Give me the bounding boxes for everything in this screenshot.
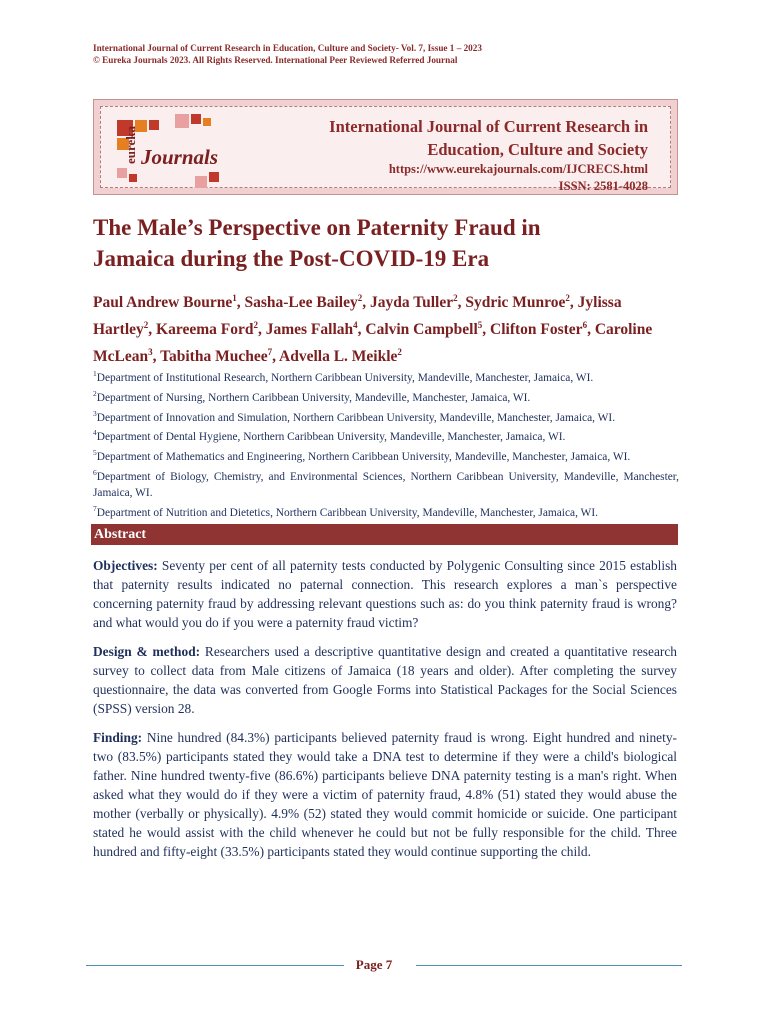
author-separator: ,	[457, 294, 466, 312]
author-name: Sasha-Lee Bailey	[244, 294, 358, 312]
author-affiliation-mark: 2	[253, 320, 258, 331]
journal-issn: ISSN: 2581-4028	[558, 179, 648, 193]
author-affiliation-mark: 2	[453, 293, 458, 303]
author-name: Sydric Munroe	[465, 294, 566, 312]
author-affiliation-mark: 2	[357, 293, 363, 303]
logo-text-top: eureka	[123, 125, 138, 164]
author-affiliation-mark: 6	[582, 320, 588, 331]
affiliation-number: 2	[93, 388, 97, 398]
affiliation-item	[93, 406, 679, 426]
logo-text-main: Journals	[141, 145, 219, 169]
journal-url-link[interactable]: https://www.eurekajournals.com/IJCRECS.html	[388, 162, 648, 176]
footer-rule-right	[416, 965, 682, 966]
journal-name-line-1: International Journal of Current Research in	[329, 117, 648, 136]
affiliation-item	[93, 425, 679, 445]
abstract-paragraph	[93, 642, 677, 718]
affiliation-text: Department of Dental Hygiene, Northern Caribbean University, Mandeville, Manchester, Jamaica, WI.	[96, 431, 566, 444]
abstract-section-text: Seventy per cent of all paternity tests conducted by Polygenic Consulting since 2015 establish that paternity results indicated no paternal connection. This research explores a man`s perspective concerning paternity fraud by addressing relevant questions such as: do you think paternity fraud is wrong? and what would you do if you were a paternity fraud victim?	[93, 558, 677, 630]
author-name: Calvin Campbell	[365, 321, 478, 339]
abstract-paragraph	[93, 556, 677, 632]
running-head	[93, 42, 693, 66]
abstract-heading: Abstract	[91, 524, 678, 545]
author-name: Jylissa Hartley	[93, 294, 622, 339]
journal-name-line-2: Education, Culture and Society	[427, 140, 648, 159]
affiliation-text: Department of Nursing, Northern Caribbean University, Mandeville, Manchester, Jamaica, WI.	[96, 391, 531, 404]
affiliation-text: Department of Biology, Chemistry, and Environmental Sciences, Northern Caribbean University, Mandeville, Manchester, Jamaica, WI.	[93, 470, 679, 499]
author-separator: ,	[587, 321, 595, 339]
affiliation-text: Department of Nutrition and Dietetics, Northern Caribbean University, Mandeville, Manchester, Jamaica, WI.	[96, 506, 598, 519]
paper-title-line-1: The Male’s Perspective on Paternity Fraud in	[93, 215, 541, 240]
author-name: James Fallah	[265, 321, 354, 339]
author-affiliation-mark: 1	[232, 293, 237, 303]
author-affiliation-mark: 3	[148, 347, 153, 358]
abstract-section-text: Researchers used a descriptive quantitative design and created a quantitative research survey to collect data from Male citizens of Jamaica (18 years and older). After completing the survey questionnaire, the data was converted from Google Forms into Statistical Packages for the Social Sciences (SPSS) version 28.	[93, 644, 678, 716]
author-separator: ,	[148, 321, 157, 339]
author-separator: ,	[482, 321, 491, 339]
author-affiliation-mark: 4	[353, 320, 358, 331]
author-separator: ,	[152, 348, 161, 366]
abstract-section-label: Design & method:	[93, 644, 201, 659]
author-list	[93, 287, 683, 368]
author-name: Kareema Ford	[156, 321, 254, 339]
affiliation-number: 6	[93, 467, 97, 477]
abstract-section-text: Nine hundred (84.3%) participants believed paternity fraud is wrong. Eight hundred and ninety-two (83.5%) participants stated they would take a DNA test to determine if they were a child's biological father. Nine hundred twenty-five (86.6%) participants believe DNA paternity testing is a man's right. When asked what they would do if they were a victim of paternity fraud, 4.8% (51) stated they would abuse the mother (verbally or physically). 4.9% (52) stated they would commit homicide or suicide. One participant stated he would assist with the child whenever he could but not be fully responsible for the child. Three hundred and fifty-eight (33.5%) participants stated they would continue supporting the child.	[93, 730, 677, 859]
author-separator: ,	[257, 321, 266, 339]
affiliation-number: 1	[93, 369, 97, 378]
affiliation-number: 7	[93, 503, 97, 513]
journal-info	[329, 115, 648, 195]
page-number: Page 7	[355, 957, 393, 972]
affiliation-number: 4	[93, 428, 97, 438]
author-affiliation-mark: 2	[397, 347, 402, 358]
affiliation-item	[93, 501, 679, 521]
abstract-paragraph	[93, 728, 677, 861]
author-separator: ,	[357, 321, 366, 339]
author-separator: ,	[362, 294, 370, 312]
author-name: Clifton Foster	[490, 321, 583, 339]
affiliation-number: 3	[93, 408, 97, 418]
affiliation-list	[93, 366, 679, 521]
author-name: Advella L. Meikle	[279, 348, 398, 366]
affiliation-text: Department of Mathematics and Engineering, Northern Caribbean University, Mandeville, Manchester, Jamaica, WI.	[96, 450, 631, 463]
affiliation-text: Department of Innovation and Simulation, Northern Caribbean University, Mandeville, Manchester, Jamaica, WI.	[96, 411, 616, 424]
footer-rule-left	[86, 965, 344, 966]
affiliation-item	[93, 465, 679, 501]
author-affiliation-mark: 7	[267, 347, 273, 358]
author-name: Paul Andrew Bourne	[93, 294, 233, 312]
running-head-line-1: International Journal of Current Research in Education, Culture and Society- Vol. 7, Issue 1 – 2023	[93, 43, 482, 53]
author-affiliation-mark: 2	[565, 293, 570, 303]
author-separator: ,	[272, 348, 280, 366]
author-affiliation-mark: 2	[143, 320, 149, 331]
affiliation-item	[93, 386, 679, 406]
author-name: Jayda Tuller	[370, 294, 454, 312]
eureka-journals-logo	[115, 112, 225, 192]
author-separator: ,	[236, 294, 245, 312]
paper-title-line-2: Jamaica during the Post-COVID-19 Era	[93, 246, 490, 271]
author-separator: ,	[569, 294, 578, 312]
affiliation-number: 5	[93, 448, 97, 458]
author-affiliation-mark: 5	[477, 320, 483, 331]
affiliation-item	[93, 445, 679, 465]
affiliation-text: Department of Institutional Research, Northern Caribbean University, Mandeville, Manchester, Jamaica, WI.	[96, 371, 594, 384]
running-head-line-2: © Eureka Journals 2023. All Rights Reserved. International Peer Reviewed Referred Journal	[93, 55, 458, 65]
abstract-section-label: Finding:	[93, 730, 143, 745]
banner-inner-frame	[100, 106, 671, 193]
affiliation-item	[93, 366, 679, 386]
paper-title	[93, 212, 693, 274]
abstract-body	[93, 556, 677, 871]
author-name: Caroline McLean	[93, 321, 653, 366]
author-name: Tabitha Muchee	[160, 348, 268, 366]
journal-banner	[93, 99, 678, 195]
abstract-section-label: Objectives:	[93, 558, 158, 573]
